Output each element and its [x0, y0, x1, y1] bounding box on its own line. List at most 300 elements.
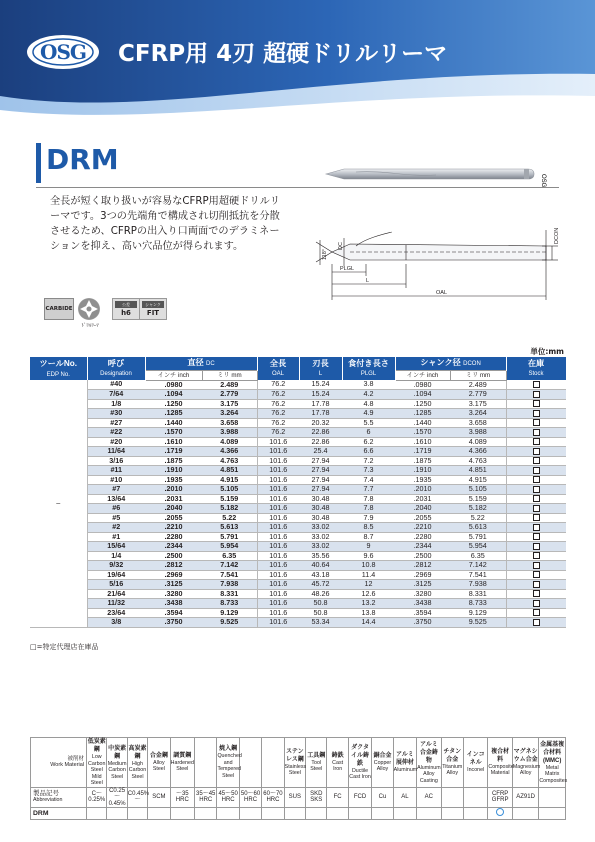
oal-cell: 101.6 — [257, 551, 299, 561]
table-row — [30, 447, 566, 457]
tool-drawing — [296, 160, 566, 310]
material-abbr-cell: AC — [417, 787, 441, 808]
dc-inch-cell: .1610 — [145, 437, 202, 447]
drill-reamer-label: ﾄﾞﾘﾙﾘｰﾏ — [81, 323, 99, 329]
material-abbr-cell: Cu — [372, 787, 393, 808]
plgl-cell: 6.6 — [342, 447, 395, 457]
stock-cell — [506, 494, 566, 504]
col-dc-mm: ミリ mm — [202, 370, 257, 380]
material-suitability-cell — [488, 808, 512, 820]
material-suitability-cell — [417, 808, 441, 820]
material-column-header — [284, 738, 305, 788]
material-abbr-cell: SUS — [284, 787, 305, 808]
shank-inch-cell: .1935 — [395, 475, 450, 485]
stock-checkbox-icon — [533, 619, 540, 626]
dc-mm-cell: 3.658 — [202, 418, 257, 428]
spec-table-body — [30, 380, 566, 627]
stock-footnote: □=特定代理店在庫品 — [30, 643, 99, 651]
dc-mm-cell: 9.525 — [202, 618, 257, 628]
stock-checkbox-icon — [533, 533, 540, 540]
shank-mm-cell: 5.105 — [450, 485, 506, 495]
plgl-cell: 7.4 — [342, 475, 395, 485]
material-column-header — [512, 738, 541, 788]
stock-cell — [506, 380, 566, 390]
material-abbr-cell: C～0.25% — [87, 787, 107, 808]
designation-cell: #2 — [87, 523, 145, 533]
dc-mm-cell: 7.541 — [202, 570, 257, 580]
material-suitability-cell — [239, 808, 261, 820]
material-name-en: Hardened Steel — [170, 759, 194, 773]
plgl-cell: 4.2 — [342, 390, 395, 400]
dc-inch-cell: .3438 — [145, 599, 202, 609]
oal-cell: 101.6 — [257, 494, 299, 504]
stock-checkbox-icon — [533, 590, 540, 597]
l-cell: 27.94 — [299, 456, 342, 466]
material-name: アルミ展伸材 — [395, 752, 414, 766]
shank-inch-cell: .1910 — [395, 466, 450, 476]
plgl-cell: 7.8 — [342, 504, 395, 514]
material-suitability-cell — [348, 808, 371, 820]
carbide-label: CARBIDE — [45, 306, 73, 312]
dc-mm-cell: 5.22 — [202, 513, 257, 523]
material-suitability-cell — [393, 808, 416, 820]
l-cell: 35.56 — [299, 551, 342, 561]
oal-cell: 101.6 — [257, 513, 299, 523]
dc-mm-cell: 8.733 — [202, 599, 257, 609]
shank-inch-cell: .2010 — [395, 485, 450, 495]
shank-mm-cell: 7.541 — [450, 570, 506, 580]
dc-inch-cell: .1094 — [145, 390, 202, 400]
dc-inch-cell: .2040 — [145, 504, 202, 514]
oal-cell: 101.6 — [257, 447, 299, 457]
material-drm-row — [31, 808, 566, 820]
material-column-header — [148, 738, 170, 788]
shank-inch-cell: .2812 — [395, 561, 450, 571]
plgl-cell: 7.2 — [342, 456, 395, 466]
shank-mm-cell: 4.915 — [450, 475, 506, 485]
oal-dimension-label: OAL — [436, 290, 448, 296]
dc-inch-cell: .0980 — [145, 380, 202, 390]
plgl-cell: 7.3 — [342, 466, 395, 476]
oal-cell: 101.6 — [257, 475, 299, 485]
shank-mm-cell: 9.525 — [450, 618, 506, 628]
designation-cell: #1 — [87, 532, 145, 542]
material-column-header — [170, 738, 194, 788]
material-name: 高炭素鋼 — [128, 745, 147, 760]
col-dc: 直径 DC — [145, 357, 257, 370]
designation-cell: 21/64 — [87, 589, 145, 599]
shank-inch-cell: .2031 — [395, 494, 450, 504]
stock-cell — [506, 589, 566, 599]
plgl-cell: 7.7 — [342, 485, 395, 495]
material-abbr-cell: AL — [393, 787, 416, 808]
material-suitability-cell — [107, 808, 127, 820]
plgl-cell: 6 — [342, 428, 395, 438]
shank-inch-cell: .2210 — [395, 523, 450, 533]
material-suitability-cell — [539, 808, 566, 820]
material-compatibility-table — [30, 737, 566, 820]
table-row — [30, 523, 566, 533]
material-abbr-cell: 50～60 HRC — [239, 787, 261, 808]
dc-dimension-label: DC — [338, 242, 344, 250]
oal-cell: 101.6 — [257, 437, 299, 447]
tolerance-h6-badge — [112, 298, 140, 320]
dc-mm-cell: 5.613 — [202, 523, 257, 533]
shank-mm-cell: 3.175 — [450, 399, 506, 409]
dcon-dimension-label: DCON — [554, 227, 560, 244]
designation-cell: #40 — [87, 380, 145, 390]
fit-badge-top: シャンク — [142, 301, 164, 308]
shank-mm-cell: 5.791 — [450, 532, 506, 542]
stock-checkbox-icon — [533, 476, 540, 483]
angle-dimension-label: 118° — [322, 249, 328, 260]
stock-checkbox-icon — [533, 581, 540, 588]
material-column-header — [107, 738, 127, 788]
material-name: チタン合金 — [443, 748, 462, 763]
l-cell: 15.24 — [299, 380, 342, 390]
oal-cell: 101.6 — [257, 570, 299, 580]
dc-mm-cell: 2.489 — [202, 380, 257, 390]
material-column-header — [262, 738, 284, 788]
designation-cell: #10 — [87, 475, 145, 485]
stock-checkbox-icon — [533, 419, 540, 426]
edp-cell: – — [30, 380, 87, 627]
col-designation: 呼び Designation — [87, 357, 145, 380]
oal-cell: 101.6 — [257, 608, 299, 618]
material-column-header — [217, 738, 242, 788]
material-column-header — [463, 738, 487, 788]
shank-inch-cell: .2280 — [395, 532, 450, 542]
l-cell: 20.32 — [299, 418, 342, 428]
plgl-cell: 9 — [342, 542, 395, 552]
stock-cell — [506, 456, 566, 466]
designation-cell: 1/8 — [87, 399, 145, 409]
dc-inch-cell: .2010 — [145, 485, 202, 495]
shank-inch-cell: .1719 — [395, 447, 450, 457]
stock-cell — [506, 580, 566, 590]
material-name-en: Metal Matrix Composites — [539, 764, 568, 784]
shank-inch-cell: .2344 — [395, 542, 450, 552]
shank-inch-cell: .2040 — [395, 504, 450, 514]
material-suitability-cell — [262, 808, 284, 820]
l-cell: 45.72 — [299, 580, 342, 590]
oal-cell: 101.6 — [257, 580, 299, 590]
material-name-en: Composite Material — [488, 763, 514, 777]
dc-inch-cell: .2210 — [145, 523, 202, 533]
product-description: 全長が短く取り扱いが容易なCFRP用超硬ドリルリーマです。3つの先端角で構成され切削抵抗を分散させるため、CFRPの出入り口両面でのデラミネーションを抑え、高い穴品位が得られます。 — [50, 196, 280, 252]
stock-cell — [506, 418, 566, 428]
material-suitability-cell — [127, 808, 147, 820]
plgl-cell: 13.2 — [342, 599, 395, 609]
designation-cell: #6 — [87, 504, 145, 514]
dc-mm-cell: 4.915 — [202, 475, 257, 485]
material-suitability-cell — [148, 808, 170, 820]
stock-checkbox-icon — [533, 410, 540, 417]
shank-mm-cell: 5.159 — [450, 494, 506, 504]
flute-count-icon — [78, 298, 100, 320]
designation-cell: #11 — [87, 466, 145, 476]
designation-cell: #7 — [87, 485, 145, 495]
l-cell: 27.94 — [299, 466, 342, 476]
dc-inch-cell: .1719 — [145, 447, 202, 457]
l-cell: 43.18 — [299, 570, 342, 580]
designation-cell: 7/64 — [87, 390, 145, 400]
dc-inch-cell: .2500 — [145, 551, 202, 561]
stock-cell — [506, 513, 566, 523]
stock-checkbox-icon — [533, 609, 540, 616]
material-column-header — [327, 738, 348, 788]
dc-inch-cell: .1440 — [145, 418, 202, 428]
oal-cell: 101.6 — [257, 589, 299, 599]
table-row — [30, 618, 566, 628]
material-corner-top — [31, 738, 87, 788]
material-name: アルミ合金鋳物 — [419, 741, 438, 764]
dc-inch-cell: .2280 — [145, 532, 202, 542]
oal-cell: 76.2 — [257, 390, 299, 400]
l-cell: 27.94 — [299, 485, 342, 495]
designation-cell: #30 — [87, 409, 145, 419]
material-abbr-cell: SKD SKS — [306, 787, 327, 808]
work-material-label-en: Work Material — [50, 762, 85, 769]
dc-mm-cell: 3.175 — [202, 399, 257, 409]
designation-cell: #22 — [87, 428, 145, 438]
stock-checkbox-icon — [533, 381, 540, 388]
stock-cell — [506, 390, 566, 400]
material-abbr-cell: C0.45%～ — [127, 787, 147, 808]
material-name-en: Titanium Alloy — [442, 763, 463, 777]
material-abbr-cell: AZ91D — [512, 787, 538, 808]
l-cell: 33.02 — [299, 542, 342, 552]
stock-checkbox-icon — [533, 562, 540, 569]
shank-inch-cell: .1250 — [395, 399, 450, 409]
dc-mm-cell: 5.954 — [202, 542, 257, 552]
designation-cell: 3/8 — [87, 618, 145, 628]
shank-inch-cell: .3438 — [395, 599, 450, 609]
osg-logo — [26, 34, 100, 70]
l-cell: 53.34 — [299, 618, 342, 628]
l-cell: 48.26 — [299, 589, 342, 599]
stock-checkbox-icon — [533, 438, 540, 445]
table-row — [30, 409, 566, 419]
col-stock: 在庫 Stock — [506, 357, 566, 380]
drm-row-label: DRM — [31, 808, 87, 820]
material-name: 工具鋼 — [307, 752, 326, 759]
designation-cell: 19/64 — [87, 570, 145, 580]
dc-mm-cell: 9.129 — [202, 608, 257, 618]
oal-cell: 76.2 — [257, 418, 299, 428]
material-column-header — [488, 738, 512, 788]
material-abbr-cell: FC — [327, 787, 348, 808]
dc-mm-cell: 7.938 — [202, 580, 257, 590]
shank-mm-cell: 5.182 — [450, 504, 506, 514]
shank-inch-cell: .1610 — [395, 437, 450, 447]
shank-inch-cell: .2500 — [395, 551, 450, 561]
stock-checkbox-icon — [533, 514, 540, 521]
stock-cell — [506, 437, 566, 447]
stock-checkbox-icon — [533, 571, 540, 578]
designation-cell: 1/4 — [87, 551, 145, 561]
material-suitability-cell — [306, 808, 327, 820]
stock-cell — [506, 399, 566, 409]
col-l: 刃長 L — [299, 357, 342, 380]
material-name-en: Quenched and Tempered Steel — [217, 753, 242, 779]
shank-mm-cell: 4.366 — [450, 447, 506, 457]
spec-table — [30, 357, 567, 628]
material-column-header — [441, 738, 463, 788]
material-suitability-cell — [327, 808, 348, 820]
shank-mm-cell: 5.22 — [450, 513, 506, 523]
stock-checkbox-icon — [533, 505, 540, 512]
drill-reamer-diagram — [296, 160, 566, 310]
material-name: 中炭素鋼 — [108, 745, 127, 760]
dc-inch-cell: .3280 — [145, 589, 202, 599]
material-name-en: Copper Alloy — [373, 759, 392, 773]
table-row — [30, 561, 566, 571]
work-material-label: 被削材 — [67, 755, 85, 762]
material-suitability-cell — [284, 808, 305, 820]
material-suitability-cell — [372, 808, 393, 820]
oal-cell: 101.6 — [257, 599, 299, 609]
plgl-cell: 12 — [342, 580, 395, 590]
shank-mm-cell: 4.763 — [450, 456, 506, 466]
stock-checkbox-icon — [533, 391, 540, 398]
logo-text: OSG — [40, 40, 86, 64]
oal-cell: 76.2 — [257, 409, 299, 419]
shank-mm-cell: 3.264 — [450, 409, 506, 419]
dc-inch-cell: .1910 — [145, 466, 202, 476]
stock-cell — [506, 428, 566, 438]
l-cell: 22.86 — [299, 428, 342, 438]
plgl-cell: 7.9 — [342, 513, 395, 523]
dc-inch-cell: .2344 — [145, 542, 202, 552]
oal-cell: 101.6 — [257, 618, 299, 628]
material-abbr-cell: C0.25～0.45% — [108, 787, 126, 807]
material-name: インコネル — [466, 752, 485, 766]
recommended-circle-icon — [496, 808, 504, 816]
material-column-header — [348, 738, 371, 788]
material-abbr-cell — [441, 787, 463, 808]
col-dc-inch: インチ inch — [145, 370, 202, 380]
product-code: DRM — [46, 143, 119, 176]
plgl-cell: 3.8 — [342, 380, 395, 390]
dc-mm-cell: 4.763 — [202, 456, 257, 466]
table-row — [30, 485, 566, 495]
stock-cell — [506, 608, 566, 618]
stock-cell — [506, 561, 566, 571]
dc-mm-cell: 4.089 — [202, 437, 257, 447]
table-row — [30, 390, 566, 400]
stock-checkbox-icon — [533, 429, 540, 436]
material-suitability-cell — [217, 808, 239, 820]
designation-cell: 9/32 — [87, 561, 145, 571]
stock-cell — [506, 618, 566, 628]
page-title: CFRP用 4刃 超硬ドリルリーマ — [118, 41, 448, 67]
material-name-en: Aluminum — [393, 767, 418, 773]
oal-cell: 101.6 — [257, 504, 299, 514]
l-cell: 17.78 — [299, 399, 342, 409]
stock-cell — [506, 475, 566, 485]
shank-inch-cell: .3594 — [395, 608, 450, 618]
section-accent-bar — [36, 143, 41, 183]
dc-inch-cell: .1285 — [145, 409, 202, 419]
dc-inch-cell: .2031 — [145, 494, 202, 504]
oal-cell: 101.6 — [257, 542, 299, 552]
material-name-en: High Carbon Steel — [128, 760, 147, 780]
oal-cell: 101.6 — [257, 523, 299, 533]
shank-inch-cell: .1570 — [395, 428, 450, 438]
designation-cell: 11/32 — [87, 599, 145, 609]
material-name-en: Aluminum Alloy Casting — [417, 764, 441, 784]
material-column-header — [239, 738, 261, 788]
material-name: 合金鋼 — [149, 752, 168, 759]
plgl-cell: 7.8 — [342, 494, 395, 504]
material-suitability-cell — [195, 808, 217, 820]
dc-mm-cell: 5.105 — [202, 485, 257, 495]
material-abbr-cell: 45～50 HRC — [217, 787, 239, 808]
shank-mm-cell: 9.129 — [450, 608, 506, 618]
material-column-header — [127, 738, 147, 788]
tool-photo — [326, 169, 546, 188]
material-name: 複合材料 — [491, 748, 510, 763]
plgl-cell: 6.2 — [342, 437, 395, 447]
l-cell: 30.48 — [299, 513, 342, 523]
stock-cell — [506, 523, 566, 533]
stock-cell — [506, 542, 566, 552]
col-plgl: 食付き長さ PLGL — [342, 357, 395, 380]
material-column-header — [393, 738, 416, 788]
l-cell: 25.4 — [299, 447, 342, 457]
dc-inch-cell: .2812 — [145, 561, 202, 571]
shank-inch-cell: .3280 — [395, 589, 450, 599]
designation-cell: 3/16 — [87, 456, 145, 466]
designation-cell: #5 — [87, 513, 145, 523]
stock-cell — [506, 551, 566, 561]
plgl-cell: 11.4 — [342, 570, 395, 580]
shank-inch-cell: .0980 — [395, 380, 450, 390]
shank-inch-cell: .1875 — [395, 456, 450, 466]
tolerance-badge-value: h6 — [121, 309, 131, 317]
dc-mm-cell: 4.366 — [202, 447, 257, 457]
material-name-en: Magnesium Alloy — [512, 763, 541, 777]
oal-cell: 101.6 — [257, 466, 299, 476]
oal-cell: 101.6 — [257, 532, 299, 542]
material-suitability-cell — [463, 808, 487, 820]
oal-cell: 76.2 — [257, 380, 299, 390]
plgl-dimension-label: PLGL — [340, 266, 355, 272]
dc-mm-cell: 4.851 — [202, 466, 257, 476]
plgl-cell: 12.6 — [342, 589, 395, 599]
shank-mm-cell: 3.658 — [450, 418, 506, 428]
plgl-cell: 8.7 — [342, 532, 395, 542]
dc-mm-cell: 3.264 — [202, 409, 257, 419]
shank-mm-cell: 2.779 — [450, 390, 506, 400]
unit-note: 単位:mm — [530, 347, 564, 356]
oal-cell: 76.2 — [257, 399, 299, 409]
stock-checkbox-icon — [533, 467, 540, 474]
l-cell: 27.94 — [299, 475, 342, 485]
dc-inch-cell: .1935 — [145, 475, 202, 485]
material-name: ダクタイル鋳鉄 — [351, 744, 370, 767]
plgl-cell: 13.8 — [342, 608, 395, 618]
material-suitability-cell — [87, 808, 107, 820]
shank-mm-cell: 3.988 — [450, 428, 506, 438]
plgl-cell: 5.5 — [342, 418, 395, 428]
material-name-en: Cast Iron — [332, 759, 344, 773]
dc-inch-cell: .3125 — [145, 580, 202, 590]
dc-mm-cell: 5.159 — [202, 494, 257, 504]
stock-checkbox-icon — [533, 552, 540, 559]
material-name: 焼入鋼 — [219, 746, 238, 753]
